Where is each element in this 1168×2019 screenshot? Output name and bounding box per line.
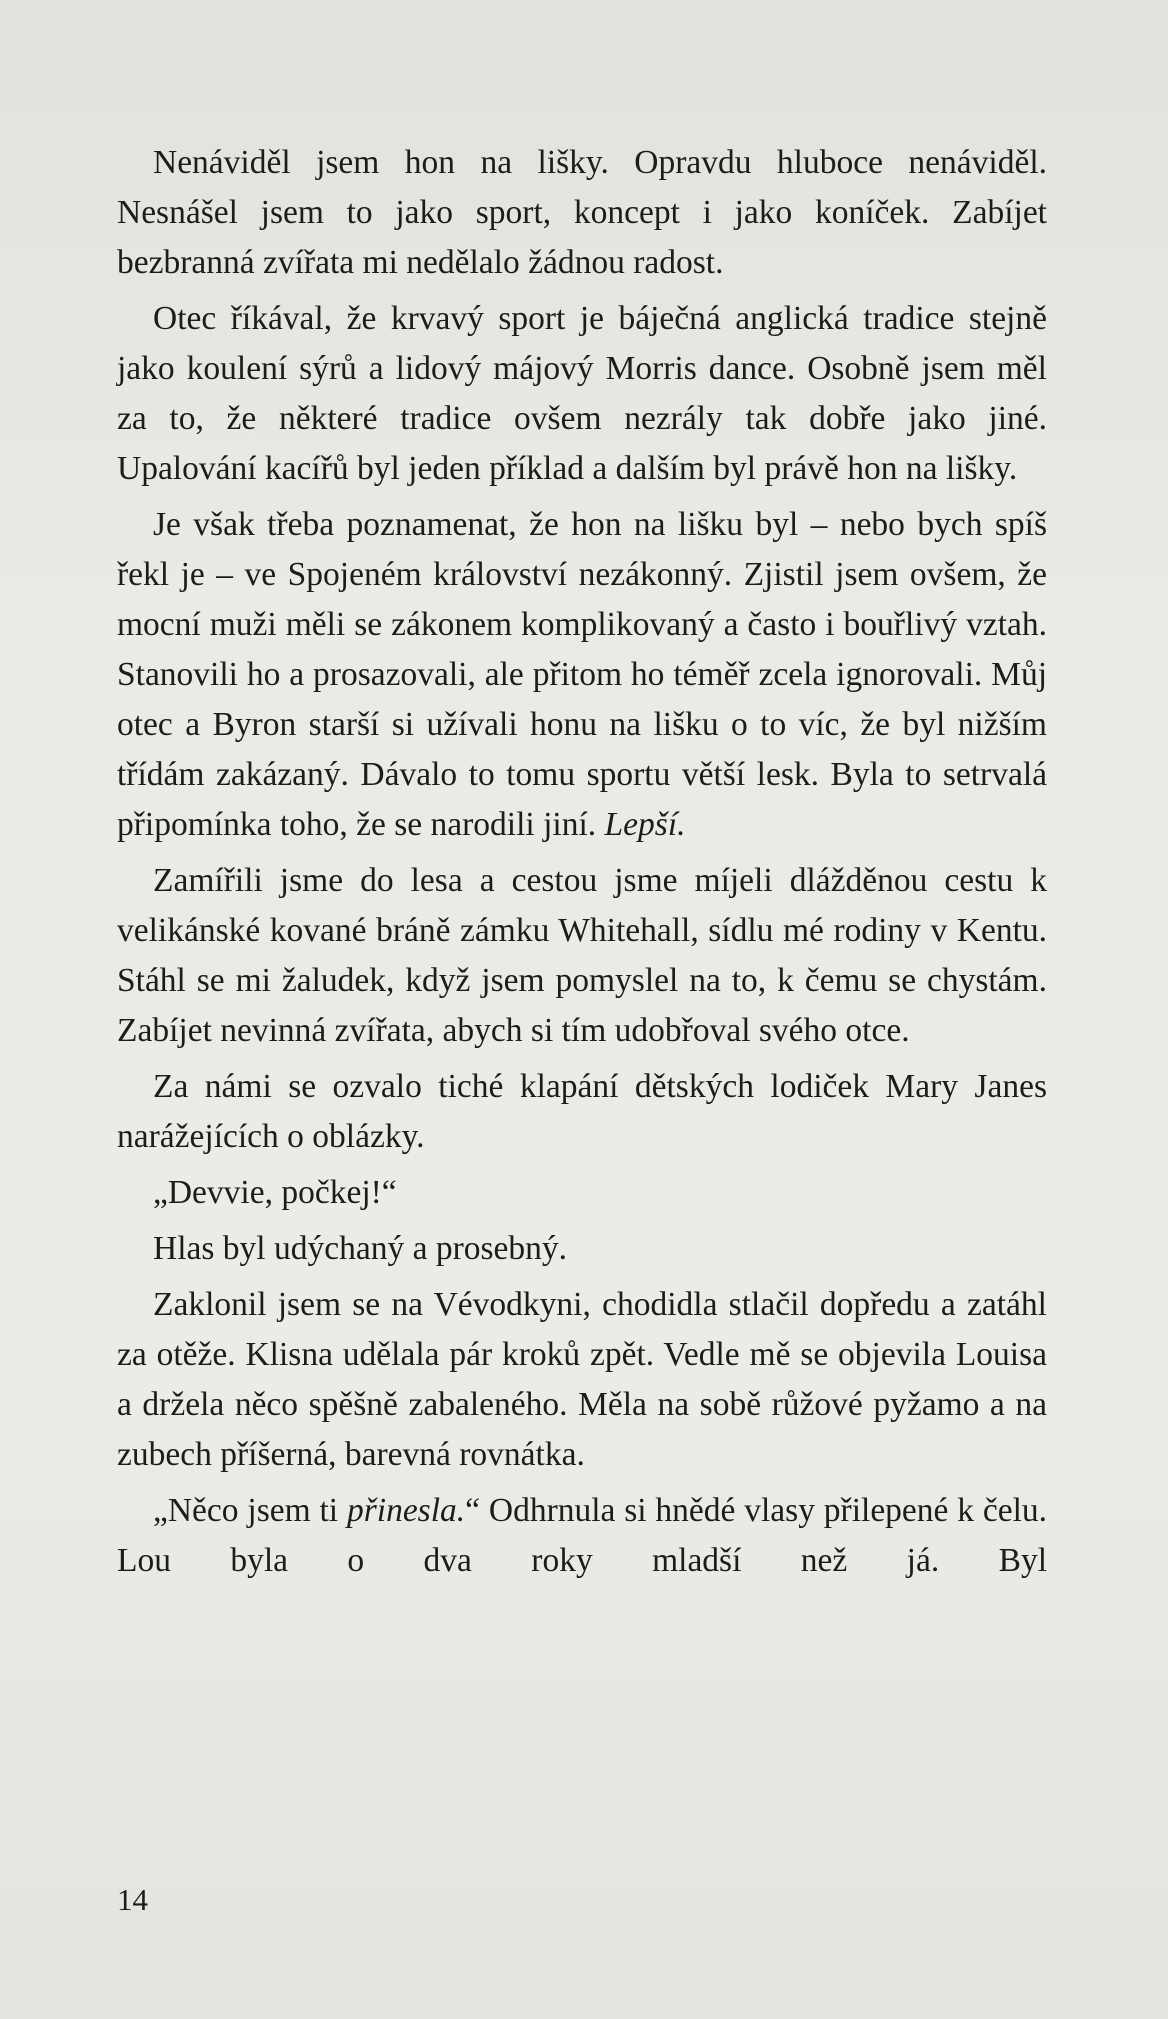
paragraph-8 [117, 1280, 1047, 1480]
page-number: 14 [117, 1882, 148, 1917]
paragraph-2-text: Otec říkával, že krvavý sport je báječná anglická tradice stejně jako koulení sýrů a lidový májový Morris dance. Osobně jsem měl za to, že některé tradice ovšem nezrály tak dobře jako jiné. Upalování kacířů byl jeden příklad a dalším byl právě hon na lišky. [117, 300, 1047, 487]
paragraph-5 [117, 1062, 1047, 1162]
paragraph-2 [117, 294, 1047, 494]
body-text [117, 138, 1047, 1592]
paragraph-4-text: Zamířili jsme do lesa a cestou jsme míjeli dlážděnou cestu k velikánské kované bráně zámku Whitehall, sídlu mé rodiny v Kentu. Stáhl se mi žaludek, když jsem pomyslel na to, k čemu se chystám. Zabíjet nevinná zvířata, abych si tím udobřoval svého otce. [117, 862, 1047, 1049]
paragraph-4 [117, 856, 1047, 1056]
paragraph-5-text: Za námi se ozvalo tiché klapání dětských lodiček Mary Janes narážejících o oblázky. [117, 1068, 1047, 1155]
closing-quote: “ [465, 1492, 481, 1529]
paragraph-3-text: Je však třeba poznamenat, že hon na lišku byl – nebo bych spíš řekl je – ve Spojeném království nezákonný. Zjistil jsem ovšem, že mocní muži měli se zákonem komplikovaný a často i bouřlivý vztah. Stanovili ho a prosazovali, ale přitom ho téměř zcela ignorovali. Můj otec a Byron starší si užívali honu na lišku o to víc, že byl nižším třídám zakázaný. Dávalo to tomu sportu větší lesk. Byla to setrvalá připomínka toho, že se narodili jiní. [117, 506, 1047, 843]
italic-lepsi: Lepší. [604, 806, 686, 843]
paragraph-6 [117, 1168, 1047, 1218]
paragraph-1 [117, 138, 1047, 288]
paragraph-1-text: Nenáviděl jsem hon na lišky. Opravdu hluboce nenáviděl. Nesnášel jsem to jako sport, koncept i jako koníček. Zabíjet bezbranná zvířata mi nedělalo žádnou radost. [117, 144, 1047, 281]
paragraph-8-text: Zaklonil jsem se na Vévodkyni, chodidla stlačil dopředu a zatáhl za otěže. Klisna udělala pár kroků zpět. Vedle mě se objevila Louisa a držela něco spěšně zabaleného. Měla na sobě růžové pyžamo a na zubech příšerná, barevná rovnátka. [117, 1286, 1047, 1473]
paragraph-7-text: Hlas byl udýchaný a prosebný. [153, 1230, 568, 1267]
paragraph-9 [117, 1486, 1047, 1586]
paragraph-3 [117, 500, 1047, 850]
paragraph-6-text: „Devvie, počkej!“ [153, 1174, 397, 1211]
paragraph-7 [117, 1224, 1047, 1274]
italic-prinesla: přinesla. [346, 1492, 466, 1529]
paragraph-9-tail: Odhrnula si hnědé vlasy přilepené k čelu. Lou byla o dva roky mladší než já. Byl [117, 1492, 1048, 1579]
paragraph-9-lead: „Něco jsem ti [153, 1492, 339, 1529]
